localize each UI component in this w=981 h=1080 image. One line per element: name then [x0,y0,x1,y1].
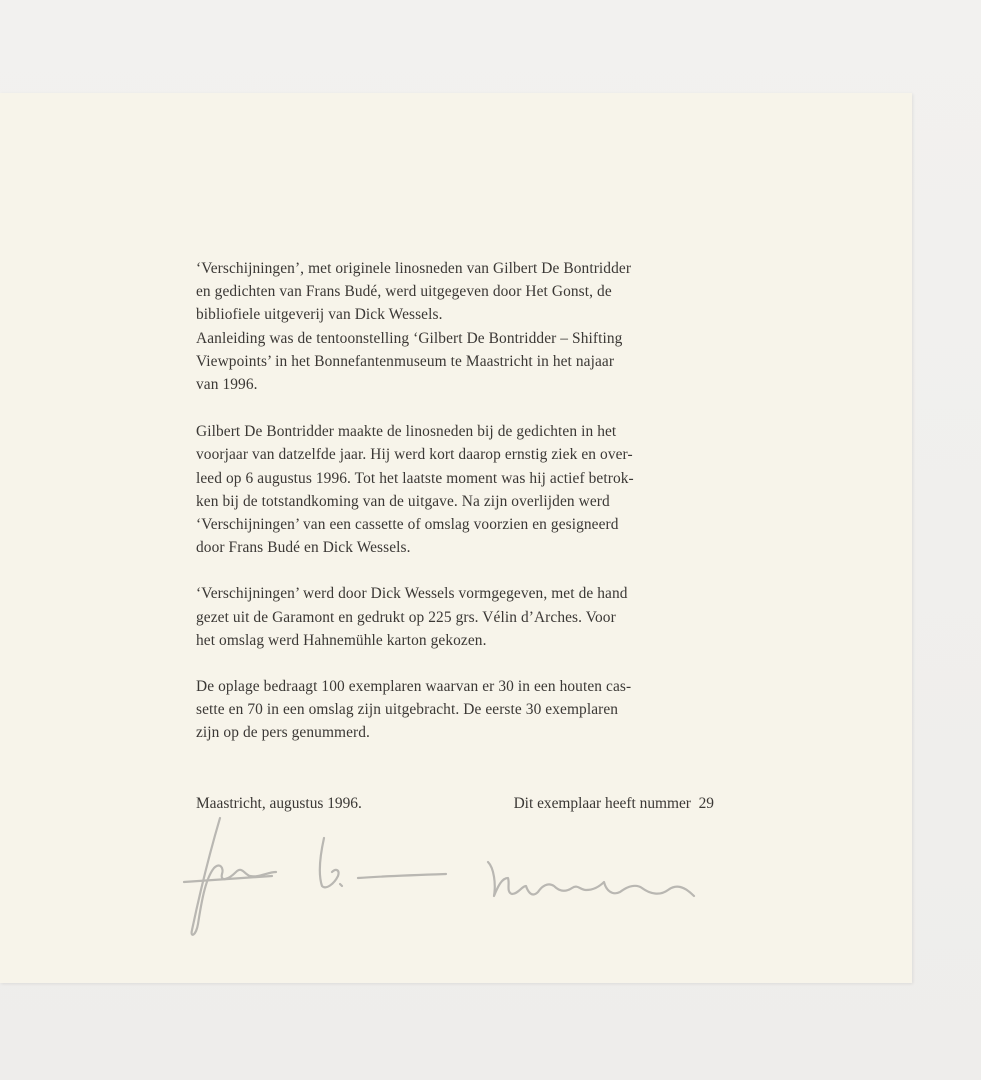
paragraph-2 [196,420,714,559]
text-line: voorjaar van datzelfde jaar. Hij werd kort daarop ernstig ziek en over- [196,446,633,464]
text-line: ‘Verschijningen’, met originele linosneden van Gilbert De Bontridder [196,260,632,277]
text-line: Viewpoints’ in het Bonnefantenmuseum te Maastricht in het najaar [196,352,615,370]
paragraph-3 [196,582,714,652]
text-line: van 1996. [196,376,258,394]
text-line: leed op 6 augustus 1996. Tot het laatste moment was hij actief betrok- [196,469,634,487]
text-line: Gilbert De Bontridder maakte de linosneden bij de gedichten in het [196,423,617,441]
text-line: gezet uit de Garamont en gedrukt op 225 grs. Vélin d’Arches. Voor [196,608,616,626]
colophon-text [196,257,714,745]
text-line: het omslag werd Hahnemühle karton gekozen. [196,631,487,649]
signature-dick-wessels [488,862,694,896]
text-line: bibliofiele uitgeverij van Dick Wessels. [196,306,443,324]
text-line: ‘Verschijningen’ werd door Dick Wessels vormgegeven, met de hand [196,585,628,603]
pencil-signatures [176,812,716,942]
signature-frans-bude-b [320,838,339,887]
paragraph-1 [196,257,714,396]
place-date: Maastricht, augustus 1996. [196,795,362,812]
text-line: zijn op de pers genummerd. [196,724,370,742]
copy-number: Dit exemplaar heeft nummer 29 [513,795,714,812]
text-line: ken bij de totstandkoming van de uitgave. Na zijn overlijden werd [196,492,610,510]
text-line: sette en 70 in een omslag zijn uitgebracht. De eerste 30 exemplaren [196,701,619,719]
text-line: en gedichten van Frans Budé, werd uitgegeven door Het Gonst, de [196,283,612,301]
paragraph-4 [196,675,714,745]
text-line: De oplage bedraagt 100 exemplaren waarvan er 30 in een houten cas- [196,678,632,696]
text-line: Aanleiding was de tentoonstelling ‘Gilbert De Bontridder – Shifting [196,329,623,347]
text-line: ‘Verschijningen’ van een cassette of omslag voorzien en gesigneerd [196,516,619,534]
text-line: door Frans Budé en Dick Wessels. [196,539,411,557]
